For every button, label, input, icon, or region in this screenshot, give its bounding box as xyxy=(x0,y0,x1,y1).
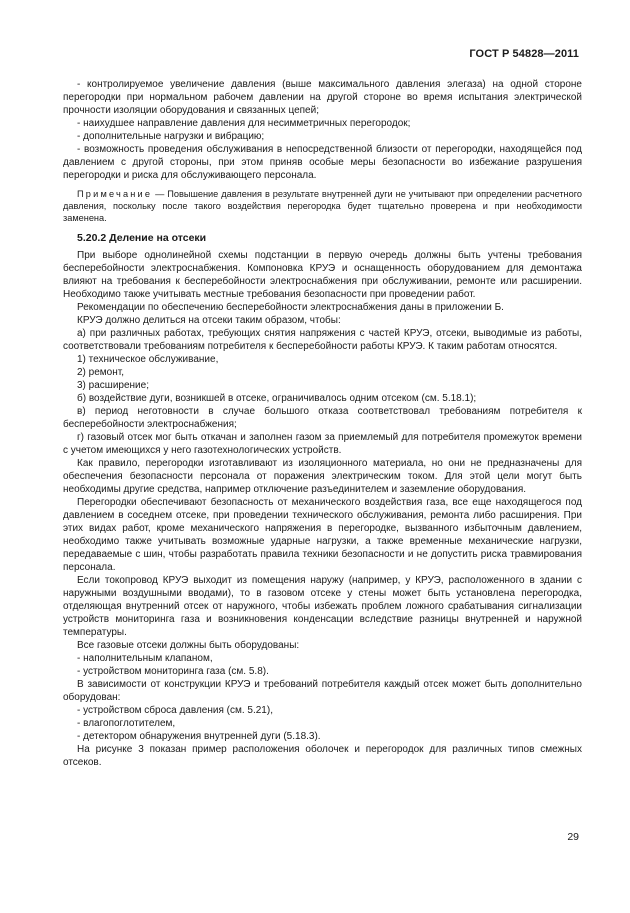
list-item: - контролируемое увеличение давления (выше максимального давления элегаза) на одной стороне перегородки при нормальном рабочем давлении на другой стороне во время испытания электрической прочности изоляции оборудования и связанных цепей; xyxy=(63,79,582,116)
note-label: Примечание xyxy=(77,189,153,199)
list-item: - наихудшее направление давления для несимметричных перегородок; xyxy=(77,118,411,129)
list-item: - детектором обнаружения внутренней дуги (5.18.3). xyxy=(77,731,321,742)
paragraph: а) при различных работах, требующих снятия напряжения с частей КРУЭ, отсеки, выводимые из работы, соответствовали требованиям потребителя к бесперебойности работы КРУЭ. К таким работам относятся. xyxy=(63,328,582,352)
note-text: — Повышение давления в результате внутренней дуги не учитывают при определении расчетного давления, поскольку после такого воздействия перегородка будет тщательно проверена и при необходимости заменена. xyxy=(63,189,582,223)
document-code-header: ГОСТ Р 54828—2011 xyxy=(469,48,579,60)
paragraph: В зависимости от конструкции КРУЭ и требований потребителя каждый отсек может быть дополнительно оборудован: xyxy=(63,679,582,703)
list-item: 1) техническое обслуживание, xyxy=(77,354,219,365)
paragraph: Перегородки обеспечивают безопасность от механического воздействия газа, все еще находящегося под давлением в соседнем отсеке, при проведении технического обслуживания, ремонта либо расширения. При этих видах работ, кроме механического напряжения в перегородке, вызванного избыточным давлением, необходимо также учитывать возможные ударные нагрузки, а также временные механические нагрузки, передаваемые с шин, чтобы разработать правила техники безопасности и не допустить риска травмирования персонала. xyxy=(63,497,582,573)
list-item: б) воздействие дуги, возникшей в отсеке, ограничивалось одним отсеком (см. 5.18.1); xyxy=(77,393,477,404)
paragraph: Как правило, перегородки изготавливают из изоляционного материала, но они не предназначены для обеспечения безопасности персонала от поражения электрическим током. Для этой цели могут быть необходимы другие средства, например отключение разъединителем и заземление оборудования. xyxy=(63,458,582,495)
page-body xyxy=(63,78,582,769)
paragraph: Если токопровод КРУЭ выходит из помещения наружу (например, у КРУЭ, расположенного в здании с наружными воздушными вводами), то в газовом отсеке у стены может быть установлена перегородка, отделяющая внутренний отсек от наружного, чтобы избежать проблем ложного срабатывания сигнализации устройств мониторинга газа и возникновения конденсации вследствие разницы внутренней и наружной температуры. xyxy=(63,575,582,638)
list-item: - дополнительные нагрузки и вибрацию; xyxy=(77,131,265,142)
paragraph: При выборе однолинейной схемы подстанции в первую очередь должны быть учтены требования бесперебойности электроснабжения. Компоновка КРУЭ и оснащенность оборудованием для демонтажа влияют на требования к бесперебойности электроснабжения при обслуживании, ремонте или расширении. Необходимо также учитывать местные требования безопасности при проведении работ. xyxy=(63,250,582,300)
list-item: 2) ремонт, xyxy=(77,367,125,378)
paragraph: На рисунке 3 показан пример расположения оболочек и перегородок для различных типов смежных отсеков. xyxy=(63,744,582,768)
list-item: - влагопоглотителем, xyxy=(77,718,176,729)
section-heading: 5.20.2 Деление на отсеки xyxy=(77,232,207,244)
list-item: - устройством сброса давления (см. 5.21), xyxy=(77,705,273,716)
list-item: - наполнительным клапаном, xyxy=(77,653,213,664)
list-item: - возможность проведения обслуживания в непосредственной близости от перегородки, находящейся под давлением с другой стороны, при этом приняв особые меры безопасности во избежание разрушения перегородки и риска для обслуживающего персонала. xyxy=(63,144,582,181)
note-paragraph xyxy=(63,188,582,224)
paragraph: КРУЭ должно делиться на отсеки таким образом, чтобы: xyxy=(77,315,341,326)
paragraph: Все газовые отсеки должны быть оборудованы: xyxy=(77,640,300,651)
page-number: 29 xyxy=(567,831,579,843)
paragraph: Рекомендации по обеспечению бесперебойности электроснабжения даны в приложении Б. xyxy=(77,302,504,313)
list-item: в) период неготовности в случае большого отказа соответствовал требованиям потребителя к бесперебойности электроснабжения; xyxy=(63,406,582,430)
list-item: - устройством мониторинга газа (см. 5.8). xyxy=(77,666,269,677)
list-item: 3) расширение; xyxy=(77,380,149,391)
list-item: г) газовый отсек мог быть откачан и заполнен газом за приемлемый для потребителя промежуток времени с учетом имеющихся у него газотехнологических устройств. xyxy=(63,432,582,456)
